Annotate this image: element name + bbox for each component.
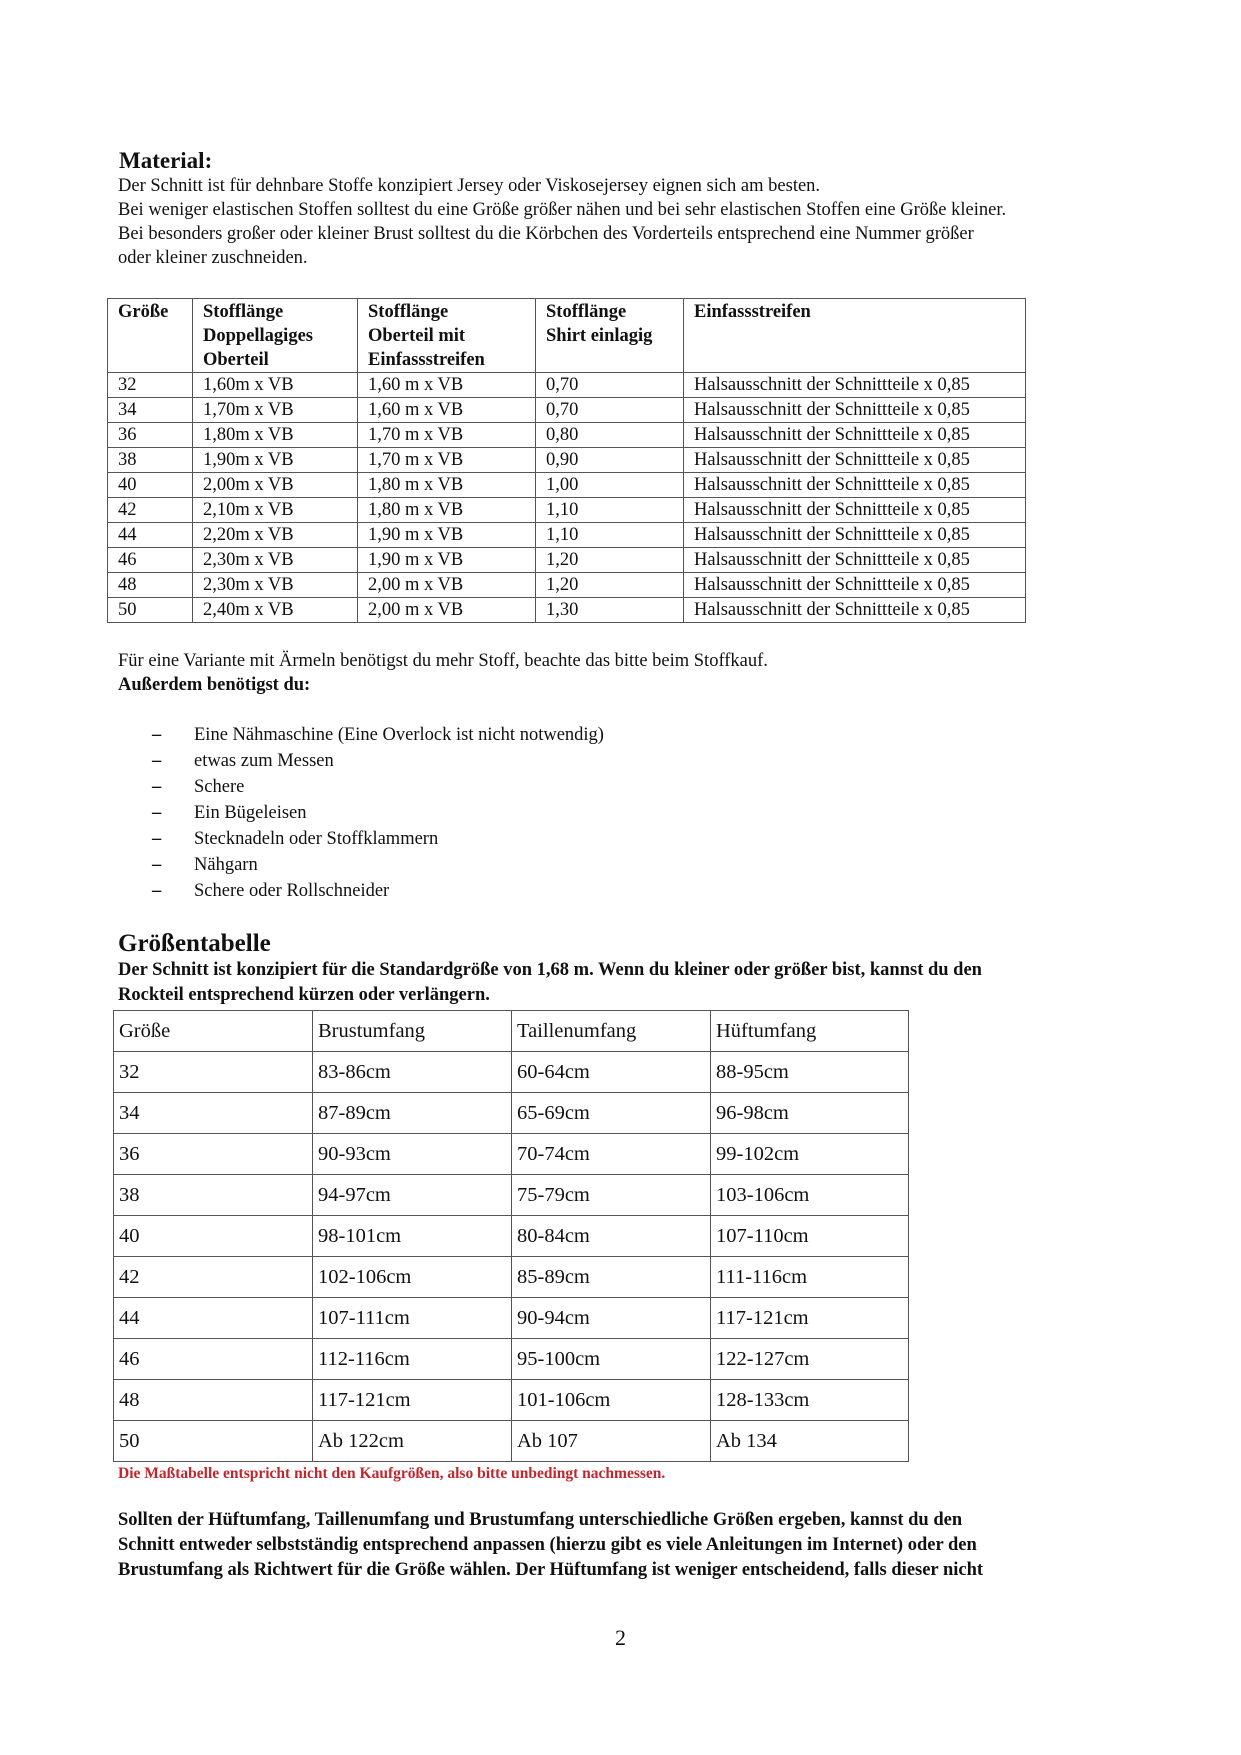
table-row	[108, 448, 1026, 473]
table-cell: 0,70	[536, 373, 684, 398]
table-cell: 34	[114, 1093, 313, 1134]
table-cell: 2,30m x VB	[193, 573, 358, 598]
table-cell: 80-84cm	[512, 1216, 711, 1257]
table-cell: 2,20m x VB	[193, 523, 358, 548]
table-row	[114, 1257, 909, 1298]
header-hip: Hüftumfang	[711, 1011, 909, 1052]
material-line: Bei weniger elastischen Stoffen solltest du eine Größe größer nähen und bei sehr elastischen Stoffen eine Größe kleiner.	[118, 200, 1007, 220]
size-chart-table	[113, 1010, 909, 1462]
table-cell: 87-89cm	[313, 1093, 512, 1134]
table-cell: 44	[108, 523, 193, 548]
list-item: – Schere oder Rollschneider	[152, 878, 604, 904]
list-item: – Eine Nähmaschine (Eine Overlock ist nicht notwendig)	[152, 722, 604, 748]
table-cell: 0,80	[536, 423, 684, 448]
tools-list	[152, 722, 604, 904]
table-row	[114, 1298, 909, 1339]
table-cell: 96-98cm	[711, 1093, 909, 1134]
table-cell: 34	[108, 398, 193, 423]
dash-bullet: –	[152, 829, 162, 849]
table-row	[108, 473, 1026, 498]
table-cell: 107-110cm	[711, 1216, 909, 1257]
table-cell: 38	[108, 448, 193, 473]
table-row	[114, 1380, 909, 1421]
table-cell: Ab 122cm	[313, 1421, 512, 1462]
table-row	[108, 548, 1026, 573]
dash-bullet: –	[152, 725, 162, 745]
table-cell: 1,90 m x VB	[358, 523, 536, 548]
table-cell: 90-93cm	[313, 1134, 512, 1175]
table-cell: Halsausschnitt der Schnittteile x 0,85	[684, 448, 1026, 473]
table-cell: 103-106cm	[711, 1175, 909, 1216]
table-cell: 1,80 m x VB	[358, 498, 536, 523]
list-item: – Stecknadeln oder Stoffklammern	[152, 826, 604, 852]
page-number: 2	[615, 1625, 626, 1650]
header-binding-strip: Einfassstreifen	[684, 299, 1026, 373]
table-cell: Ab 134	[711, 1421, 909, 1462]
table-cell: 90-94cm	[512, 1298, 711, 1339]
table-cell: 1,90 m x VB	[358, 548, 536, 573]
header-waist: Taillenumfang	[512, 1011, 711, 1052]
table-cell: 99-102cm	[711, 1134, 909, 1175]
table-cell: 117-121cm	[711, 1298, 909, 1339]
table-cell: Halsausschnitt der Schnittteile x 0,85	[684, 523, 1026, 548]
table-cell: 48	[114, 1380, 313, 1421]
table-cell: 1,80 m x VB	[358, 473, 536, 498]
dash-bullet: –	[152, 881, 162, 901]
table-cell: 1,80m x VB	[193, 423, 358, 448]
table-cell: 107-111cm	[313, 1298, 512, 1339]
dash-bullet: –	[152, 855, 162, 875]
table-row	[114, 1216, 909, 1257]
measurement-warning: Die Maßtabelle entspricht nicht den Kaufgrößen, also bitte unbedingt nachmessen.	[118, 1465, 666, 1482]
table-cell: 42	[108, 498, 193, 523]
table-cell: 2,00 m x VB	[358, 573, 536, 598]
table-cell: 1,70 m x VB	[358, 448, 536, 473]
table-cell: 50	[108, 598, 193, 623]
table-cell: 75-79cm	[512, 1175, 711, 1216]
sleeves-note: Für eine Variante mit Ärmeln benötigst du mehr Stoff, beachte das bitte beim Stoffkauf.	[118, 651, 768, 671]
table-cell: 70-74cm	[512, 1134, 711, 1175]
table-cell: 85-89cm	[512, 1257, 711, 1298]
table-row	[108, 423, 1026, 448]
table-cell: 40	[108, 473, 193, 498]
table-row	[114, 1339, 909, 1380]
table-cell: Halsausschnitt der Schnittteile x 0,85	[684, 423, 1026, 448]
table-cell: 48	[108, 573, 193, 598]
table-cell: 65-69cm	[512, 1093, 711, 1134]
table-cell: 1,20	[536, 573, 684, 598]
list-item: – etwas zum Messen	[152, 748, 604, 774]
table-cell: 1,10	[536, 523, 684, 548]
table-cell: Halsausschnitt der Schnittteile x 0,85	[684, 473, 1026, 498]
header-shirt-single-layer: Stofflänge Shirt einlagig	[536, 299, 684, 373]
table-row	[114, 1175, 909, 1216]
table-cell: 1,60 m x VB	[358, 373, 536, 398]
table-cell: 40	[114, 1216, 313, 1257]
table-cell: 94-97cm	[313, 1175, 512, 1216]
table-cell: 128-133cm	[711, 1380, 909, 1421]
table-cell: 0,70	[536, 398, 684, 423]
table-cell: 122-127cm	[711, 1339, 909, 1380]
table-cell: 1,00	[536, 473, 684, 498]
size-chart-intro-line: Rockteil entsprechend kürzen oder verlängern.	[118, 985, 490, 1005]
table-cell: Halsausschnitt der Schnittteile x 0,85	[684, 398, 1026, 423]
table-row	[108, 398, 1026, 423]
dash-bullet: –	[152, 777, 162, 797]
list-item: – Schere	[152, 774, 604, 800]
header-double-layer-top: Stofflänge Doppellagiges Oberteil	[193, 299, 358, 373]
table-cell: 1,60m x VB	[193, 373, 358, 398]
table-cell: 36	[108, 423, 193, 448]
table-row	[114, 1134, 909, 1175]
table-cell: 2,10m x VB	[193, 498, 358, 523]
table-cell: 32	[114, 1052, 313, 1093]
table-cell: 2,40m x VB	[193, 598, 358, 623]
table-header-row	[108, 299, 1026, 373]
table-row	[114, 1093, 909, 1134]
dash-bullet: –	[152, 751, 162, 771]
header-size: Größe	[108, 299, 193, 373]
table-cell: 36	[114, 1134, 313, 1175]
material-line: oder kleiner zuschneiden.	[118, 248, 308, 268]
table-row	[114, 1421, 909, 1462]
table-cell: 112-116cm	[313, 1339, 512, 1380]
size-chart-heading: Größentabelle	[118, 930, 271, 957]
table-cell: 102-106cm	[313, 1257, 512, 1298]
table-cell: 50	[114, 1421, 313, 1462]
table-cell: 1,20	[536, 548, 684, 573]
table-cell: Ab 107	[512, 1421, 711, 1462]
table-cell: 101-106cm	[512, 1380, 711, 1421]
header-size: Größe	[114, 1011, 313, 1052]
table-row	[108, 373, 1026, 398]
closing-line: Sollten der Hüftumfang, Taillenumfang und Brustumfang unterschiedliche Größen ergeben, kannst du den	[118, 1510, 963, 1530]
table-cell: 1,90m x VB	[193, 448, 358, 473]
table-cell: 42	[114, 1257, 313, 1298]
tools-heading: Außerdem benötigst du:	[118, 675, 311, 695]
table-header-row	[114, 1011, 909, 1052]
table-cell: 38	[114, 1175, 313, 1216]
fabric-requirements-table	[107, 298, 1026, 623]
table-cell: 88-95cm	[711, 1052, 909, 1093]
table-cell: 2,00m x VB	[193, 473, 358, 498]
table-row	[114, 1052, 909, 1093]
table-row	[108, 523, 1026, 548]
table-cell: 0,90	[536, 448, 684, 473]
table-cell: 60-64cm	[512, 1052, 711, 1093]
table-cell: 46	[114, 1339, 313, 1380]
size-chart-intro-line: Der Schnitt ist konzipiert für die Standardgröße von 1,68 m. Wenn du kleiner oder größer bist, kannst du den	[118, 960, 982, 980]
table-cell: 2,00 m x VB	[358, 598, 536, 623]
table-cell: Halsausschnitt der Schnittteile x 0,85	[684, 373, 1026, 398]
table-cell: 46	[108, 548, 193, 573]
material-heading: Material:	[119, 148, 213, 173]
table-cell: 1,10	[536, 498, 684, 523]
table-cell: 44	[114, 1298, 313, 1339]
header-top-with-binding: Stofflänge Oberteil mit Einfassstreifen	[358, 299, 536, 373]
table-cell: 32	[108, 373, 193, 398]
table-cell: 1,60 m x VB	[358, 398, 536, 423]
table-row	[108, 598, 1026, 623]
table-cell: 117-121cm	[313, 1380, 512, 1421]
list-item: – Nähgarn	[152, 852, 604, 878]
list-item: – Ein Bügeleisen	[152, 800, 604, 826]
table-cell: Halsausschnitt der Schnittteile x 0,85	[684, 598, 1026, 623]
table-cell: 1,70m x VB	[193, 398, 358, 423]
table-cell: Halsausschnitt der Schnittteile x 0,85	[684, 573, 1026, 598]
table-cell: 98-101cm	[313, 1216, 512, 1257]
table-cell: 2,30m x VB	[193, 548, 358, 573]
header-bust: Brustumfang	[313, 1011, 512, 1052]
table-row	[108, 573, 1026, 598]
table-cell: 95-100cm	[512, 1339, 711, 1380]
table-row	[108, 498, 1026, 523]
dash-bullet: –	[152, 803, 162, 823]
table-cell: 111-116cm	[711, 1257, 909, 1298]
table-cell: 1,30	[536, 598, 684, 623]
material-line: Bei besonders großer oder kleiner Brust solltest du die Körbchen des Vorderteils entsprechend eine Nummer größer	[118, 224, 974, 244]
material-line: Der Schnitt ist für dehnbare Stoffe konzipiert Jersey oder Viskosejersey eignen sich am besten.	[118, 176, 821, 196]
table-cell: 83-86cm	[313, 1052, 512, 1093]
closing-line: Schnitt entweder selbstständig entsprechend anpassen (hierzu gibt es viele Anleitungen im Internet) oder den	[118, 1535, 977, 1555]
table-cell: Halsausschnitt der Schnittteile x 0,85	[684, 498, 1026, 523]
table-cell: Halsausschnitt der Schnittteile x 0,85	[684, 548, 1026, 573]
table-cell: 1,70 m x VB	[358, 423, 536, 448]
closing-line: Brustumfang als Richtwert für die Größe wählen. Der Hüftumfang ist weniger entscheidend, falls dieser nicht	[118, 1560, 984, 1580]
